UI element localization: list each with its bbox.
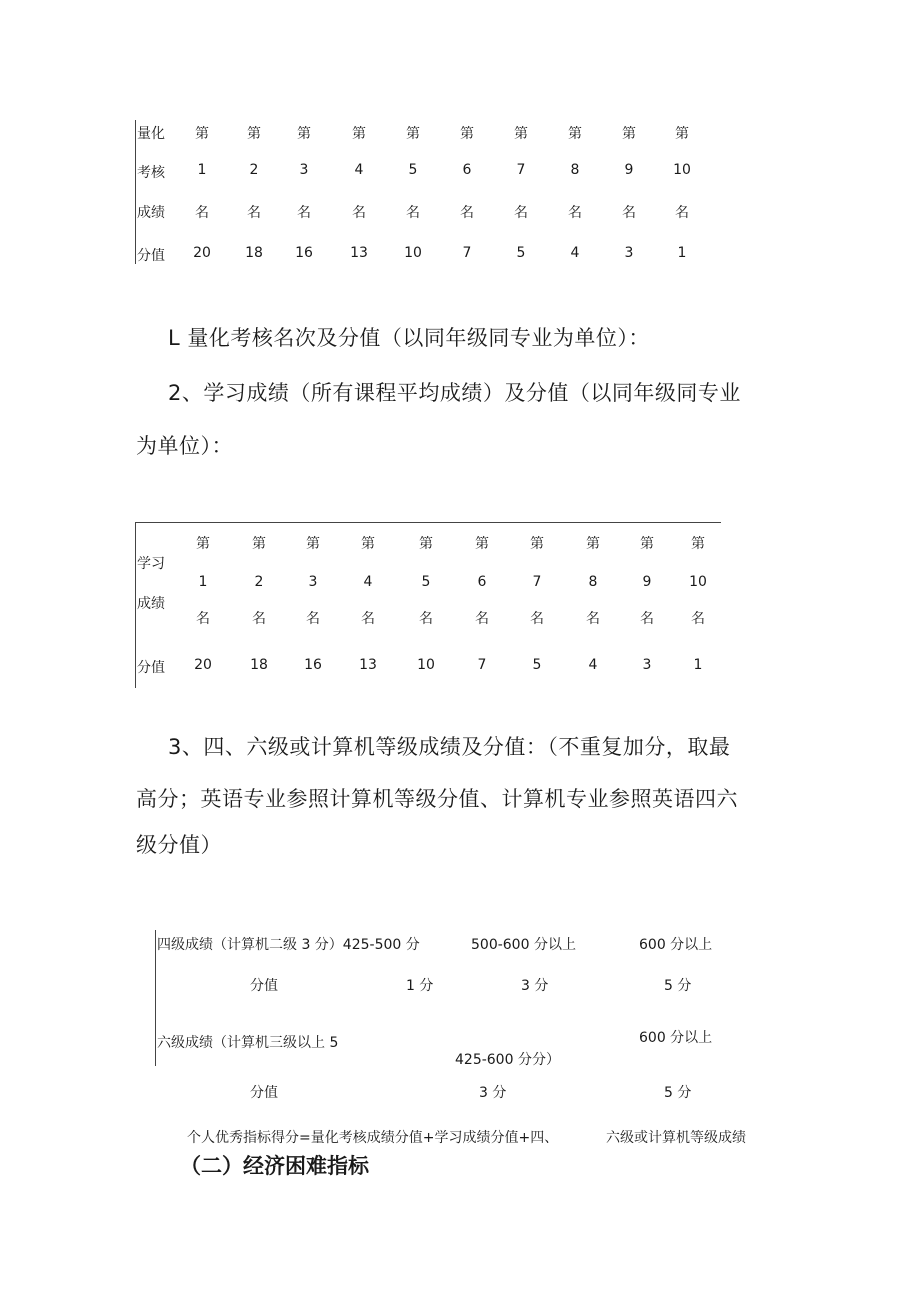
cet6-label: 六级成绩（计算机三级以上 5 xyxy=(157,1035,339,1051)
score-value: 16 xyxy=(295,245,313,261)
rank-suffix: 名 xyxy=(514,205,528,221)
rank-suffix: 名 xyxy=(406,205,420,221)
rank-number: 4 xyxy=(354,162,364,178)
rank-suffix: 名 xyxy=(475,611,489,627)
rank-prefix: 第 xyxy=(419,536,433,552)
score-value: 10 xyxy=(404,245,422,261)
row-label: 分值 xyxy=(137,248,165,264)
rank-suffix: 名 xyxy=(691,611,705,627)
rank-suffix: 名 xyxy=(586,611,600,627)
cet4-label: 四级成绩（计算机二级 3 分）425-500 分 xyxy=(157,937,420,953)
rank-suffix: 名 xyxy=(306,611,320,627)
rank-prefix: 第 xyxy=(247,126,261,142)
cet6-high-range: 600 分以上 xyxy=(639,1030,713,1046)
score-value: 18 xyxy=(245,245,263,261)
cet4-high-range: 600 分以上 xyxy=(639,937,713,953)
rank-suffix: 名 xyxy=(622,205,636,221)
rank-suffix: 名 xyxy=(361,611,375,627)
score-value: 7 xyxy=(462,245,472,261)
score-value: 3 xyxy=(642,657,652,673)
rank-prefix: 第 xyxy=(196,536,210,552)
rank-prefix: 第 xyxy=(640,536,654,552)
rank-number: 5 xyxy=(421,574,431,590)
row-label: 成绩 xyxy=(137,596,165,612)
rank-suffix: 名 xyxy=(419,611,433,627)
rank-suffix: 名 xyxy=(675,205,689,221)
score-value: 10 xyxy=(417,657,435,673)
rank-prefix: 第 xyxy=(252,536,266,552)
rank-prefix: 第 xyxy=(361,536,375,552)
cet4-mid-range: 500-600 分以上 xyxy=(471,937,576,953)
rank-suffix: 名 xyxy=(568,205,582,221)
rank-number: 10 xyxy=(673,162,691,178)
rank-number: 4 xyxy=(363,574,373,590)
score-value: 18 xyxy=(250,657,268,673)
score-value: 1 xyxy=(693,657,703,673)
formula-text-cont: 六级或计算机等级成绩 xyxy=(606,1130,746,1146)
rank-prefix: 第 xyxy=(352,126,366,142)
rank-number: 7 xyxy=(516,162,526,178)
table-left-border xyxy=(135,522,136,688)
rank-suffix: 名 xyxy=(196,611,210,627)
cet6-mid-range: 425-600 分分） xyxy=(455,1052,560,1068)
rank-suffix: 名 xyxy=(640,611,654,627)
score-value: 4 xyxy=(588,657,598,673)
score-value: 13 xyxy=(359,657,377,673)
rank-number: 3 xyxy=(308,574,318,590)
score-value: 7 xyxy=(477,657,487,673)
rank-prefix: 第 xyxy=(406,126,420,142)
rank-prefix: 第 xyxy=(514,126,528,142)
rank-number: 1 xyxy=(198,574,208,590)
rank-number: 9 xyxy=(642,574,652,590)
rank-number: 9 xyxy=(624,162,634,178)
rank-prefix: 第 xyxy=(691,536,705,552)
rank-number: 6 xyxy=(462,162,472,178)
row-label: 成绩 xyxy=(137,205,165,221)
score-label: 分值 xyxy=(250,1085,278,1101)
rank-prefix: 第 xyxy=(475,536,489,552)
score-value: 13 xyxy=(350,245,368,261)
rank-number: 3 xyxy=(299,162,309,178)
score-value: 4 xyxy=(570,245,580,261)
score-value: 5 xyxy=(532,657,542,673)
rank-suffix: 名 xyxy=(252,611,266,627)
table-left-border xyxy=(135,120,136,264)
rank-suffix: 名 xyxy=(530,611,544,627)
rank-number: 5 xyxy=(408,162,418,178)
rank-prefix: 第 xyxy=(306,536,320,552)
rank-suffix: 名 xyxy=(460,205,474,221)
score-value: 5 xyxy=(516,245,526,261)
section-3-title-cont: 级分值） xyxy=(136,833,222,857)
rank-suffix: 名 xyxy=(195,205,209,221)
rank-suffix: 名 xyxy=(352,205,366,221)
rank-prefix: 第 xyxy=(195,126,209,142)
cet4-score-mid: 3 分 xyxy=(521,978,549,994)
section-heading: （二）经济困难指标 xyxy=(180,1154,369,1178)
rank-number: 1 xyxy=(197,162,207,178)
rank-prefix: 第 xyxy=(297,126,311,142)
rank-prefix: 第 xyxy=(622,126,636,142)
rank-number: 7 xyxy=(532,574,542,590)
table-top-border xyxy=(135,522,721,523)
score-value: 20 xyxy=(193,245,211,261)
cet4-score-low: 1 分 xyxy=(406,978,434,994)
rank-number: 8 xyxy=(570,162,580,178)
table-left-border xyxy=(155,930,156,1066)
row-label: 量化 xyxy=(137,126,165,142)
row-label: 学习 xyxy=(137,556,165,572)
row-label: 考核 xyxy=(137,165,165,181)
section-3-title: 3、四、六级或计算机等级成绩及分值：（不重复加分，取最 xyxy=(168,735,731,759)
rank-prefix: 第 xyxy=(586,536,600,552)
score-value: 20 xyxy=(194,657,212,673)
rank-prefix: 第 xyxy=(460,126,474,142)
section-2-title-cont: 为单位）： xyxy=(136,434,233,458)
section-1-title: L 量化考核名次及分值（以同年级同专业为单位）： xyxy=(168,326,650,350)
rank-prefix: 第 xyxy=(675,126,689,142)
rank-prefix: 第 xyxy=(530,536,544,552)
score-value: 16 xyxy=(304,657,322,673)
section-3-title-cont: 高分；英语专业参照计算机等级分值、计算机专业参照英语四六 xyxy=(136,787,738,811)
formula-text: 个人优秀指标得分=量化考核成绩分值+学习成绩分值+四、 xyxy=(187,1130,559,1146)
rank-number: 10 xyxy=(689,574,707,590)
cet6-score-high: 5 分 xyxy=(664,1085,692,1101)
section-2-title: 2、学习成绩（所有课程平均成绩）及分值（以同年级同专业 xyxy=(168,381,741,405)
rank-number: 6 xyxy=(477,574,487,590)
score-label: 分值 xyxy=(250,978,278,994)
row-label: 分值 xyxy=(137,660,165,676)
rank-number: 8 xyxy=(588,574,598,590)
cet6-score-mid: 3 分 xyxy=(479,1085,507,1101)
score-value: 3 xyxy=(624,245,634,261)
cet4-score-high: 5 分 xyxy=(664,978,692,994)
score-value: 1 xyxy=(677,245,687,261)
rank-number: 2 xyxy=(249,162,259,178)
rank-prefix: 第 xyxy=(568,126,582,142)
rank-suffix: 名 xyxy=(297,205,311,221)
rank-suffix: 名 xyxy=(247,205,261,221)
rank-number: 2 xyxy=(254,574,264,590)
